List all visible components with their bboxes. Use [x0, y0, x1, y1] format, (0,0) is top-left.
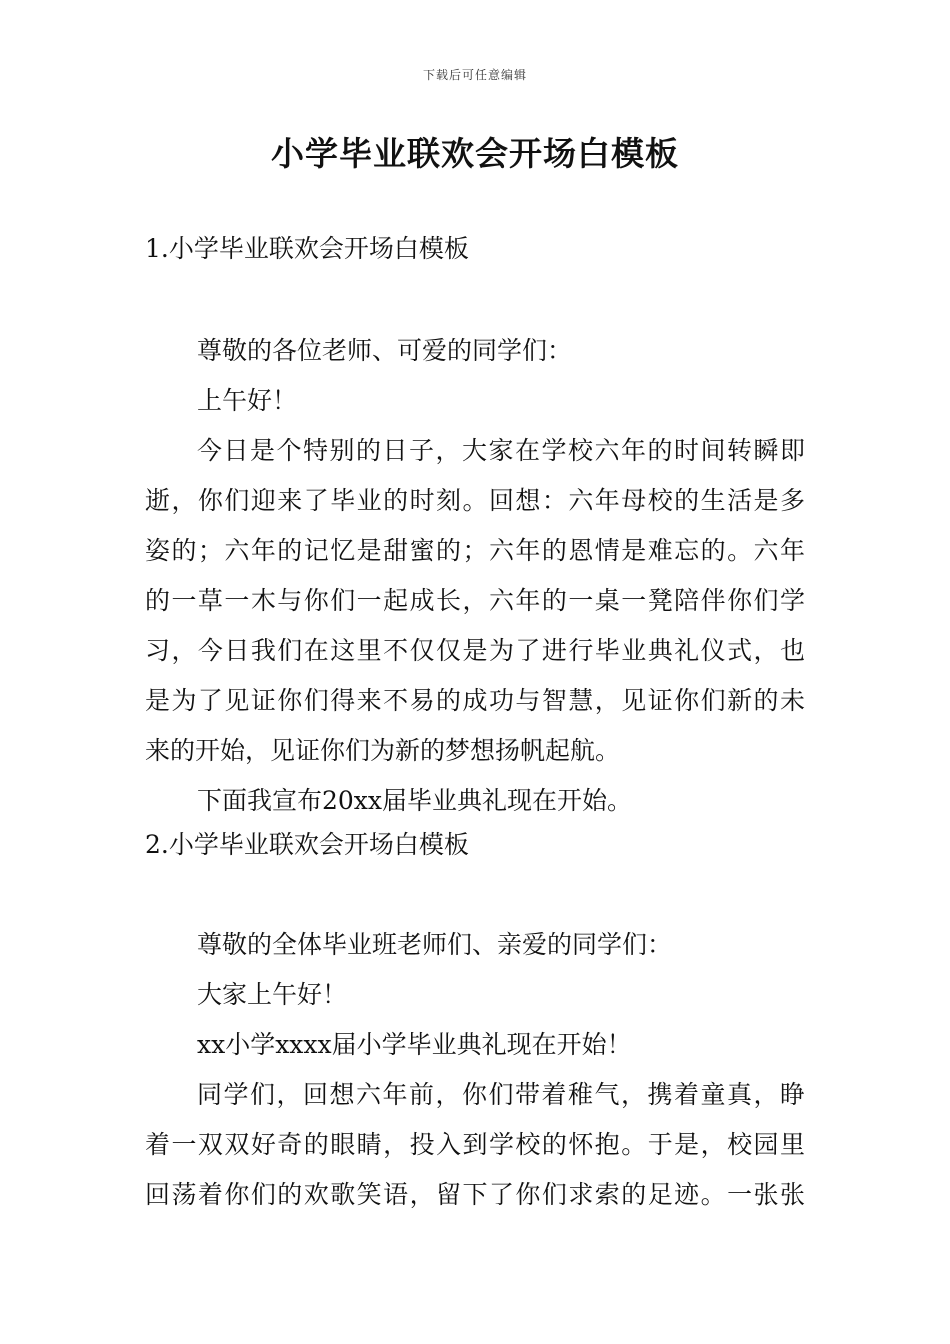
- section-1-closing: 下面我宣布20xx届毕业典礼现在开始。: [197, 786, 633, 815]
- section-1-paragraph-line: 来的开始，见证你们为新的梦想扬帆起航。: [145, 736, 621, 765]
- section-1-paragraph-line: 的一草一木与你们一起成长，六年的一桌一凳陪伴你们学: [145, 586, 805, 615]
- section-1-paragraph-line: 今日是个特别的日子，大家在学校六年的时间转瞬即: [197, 436, 805, 465]
- section-1-greeting: 尊敬的各位老师、可爱的同学们：: [197, 336, 573, 365]
- header-note: 下载后可任意编辑: [422, 68, 527, 82]
- section-2-body: [145, 920, 805, 1220]
- section-1-body: [145, 326, 805, 826]
- section-1-paragraph-line: 习，今日我们在这里不仅仅是为了进行毕业典礼仪式，也: [145, 636, 805, 665]
- document-title: 小学毕业联欢会开场白模板: [271, 134, 679, 173]
- section-2-greeting: 尊敬的全体毕业班老师们、亲爱的同学们：: [197, 930, 673, 959]
- section-2-paragraph-line: 回荡着你们的欢歌笑语，留下了你们求索的足迹。一张张: [145, 1180, 805, 1209]
- section-1-hello: 上午好！: [197, 386, 298, 415]
- section-2-paragraph-line: 着一双双好奇的眼睛，投入到学校的怀抱。于是，校园里: [145, 1130, 805, 1159]
- section-2-heading: 2.小学毕业联欢会开场白模板: [145, 830, 469, 859]
- section-1-paragraph-line: 逝，你们迎来了毕业的时刻。回想：六年母校的生活是多: [145, 486, 805, 515]
- section-2-paragraph-line: 同学们，回想六年前，你们带着稚气，携着童真，睁: [197, 1080, 805, 1109]
- section-2-hello: 大家上午好！: [197, 980, 348, 1009]
- section-1-paragraph-line: 姿的；六年的记忆是甜蜜的；六年的恩情是难忘的。六年: [145, 536, 805, 565]
- section-1-paragraph-line: 是为了见证你们得来不易的成功与智慧，见证你们新的未: [145, 686, 805, 715]
- section-2-announcement: xx小学xxxx届小学毕业典礼现在开始！: [197, 1030, 632, 1059]
- section-1-heading: 1.小学毕业联欢会开场白模板: [145, 234, 469, 263]
